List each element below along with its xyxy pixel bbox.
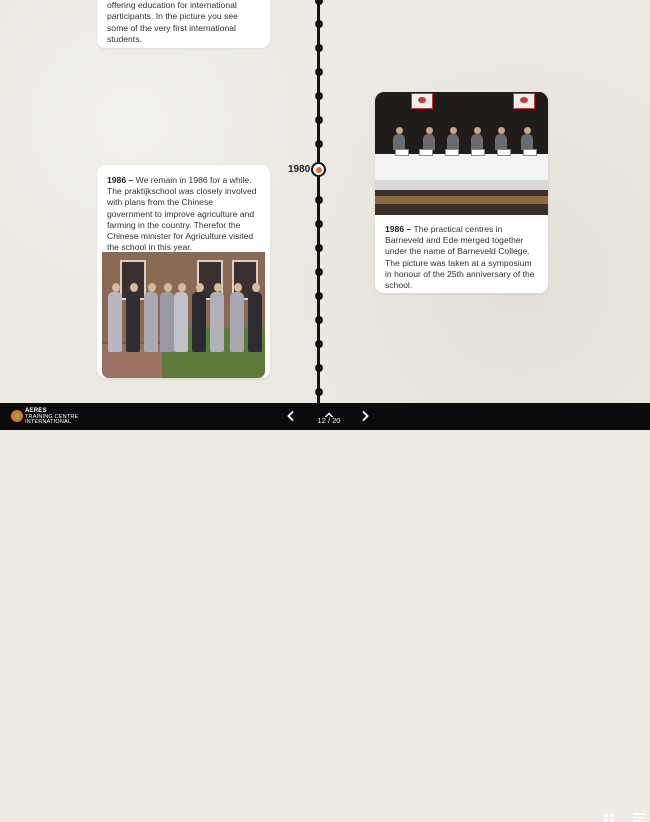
- card-text: offering education for international participants. In the picture you see some of the very first international students.: [107, 0, 238, 44]
- chevron-left-icon[interactable]: [285, 410, 297, 422]
- timeline-dot: [315, 244, 323, 252]
- timeline-dot: [315, 0, 323, 5]
- card-year: 1986 –: [107, 175, 134, 185]
- timeline-stage: [0, 0, 650, 403]
- logo-text: [25, 409, 78, 426]
- timeline-dot: [315, 140, 323, 148]
- page-counter: 12 / 20: [317, 416, 341, 425]
- logo-line-2: TRAINING CENTRE: [25, 413, 79, 420]
- year-marker[interactable]: [311, 162, 326, 177]
- timeline-dot: [315, 364, 323, 372]
- timeline-dot: [315, 316, 323, 324]
- group-photo: [102, 252, 265, 378]
- timeline-card-right: [375, 92, 548, 293]
- year-label: 1980: [288, 164, 311, 175]
- card-body: We remain in 1986 for a while. The praktijkschool was closely involved with plans from the Chinese government to improve agriculture and farming in the country. Therefor the Chinese minister for Agriculture visited the school in this year.: [107, 175, 257, 253]
- chevron-up-icon[interactable]: [324, 406, 334, 414]
- card-year: 1986 –: [385, 224, 412, 234]
- timeline-dot: [315, 220, 323, 228]
- timeline-card-left: [97, 165, 270, 378]
- timeline-dot: [315, 388, 323, 396]
- timeline-dot: [315, 196, 323, 204]
- timeline-dot: [315, 268, 323, 276]
- logo-line-1: AERES: [25, 408, 47, 414]
- timeline-dot: [315, 20, 323, 28]
- card-body: The practical centres in Barneveld and Ede merged together under the name of Barneveld College. The picture was taken at a symposium in honour of the 25th anniversary of the school.: [385, 224, 535, 291]
- symposium-photo: [375, 92, 548, 215]
- timeline-dot: [315, 44, 323, 52]
- timeline-dot: [315, 292, 323, 300]
- timeline-dot: [315, 340, 323, 348]
- timeline-card-top: [97, 0, 270, 48]
- timeline-dot: [315, 92, 323, 100]
- timeline-dot: [315, 68, 323, 76]
- timeline-dot: [315, 116, 323, 124]
- grid-icon[interactable]: [604, 814, 614, 822]
- logo-line-3: INTERNATIONAL: [25, 419, 72, 426]
- menu-icon[interactable]: [633, 813, 645, 822]
- card-text: [107, 175, 260, 253]
- aeres-logo-icon: [11, 410, 23, 422]
- chevron-right-icon[interactable]: [359, 410, 371, 422]
- card-text: [375, 215, 548, 291]
